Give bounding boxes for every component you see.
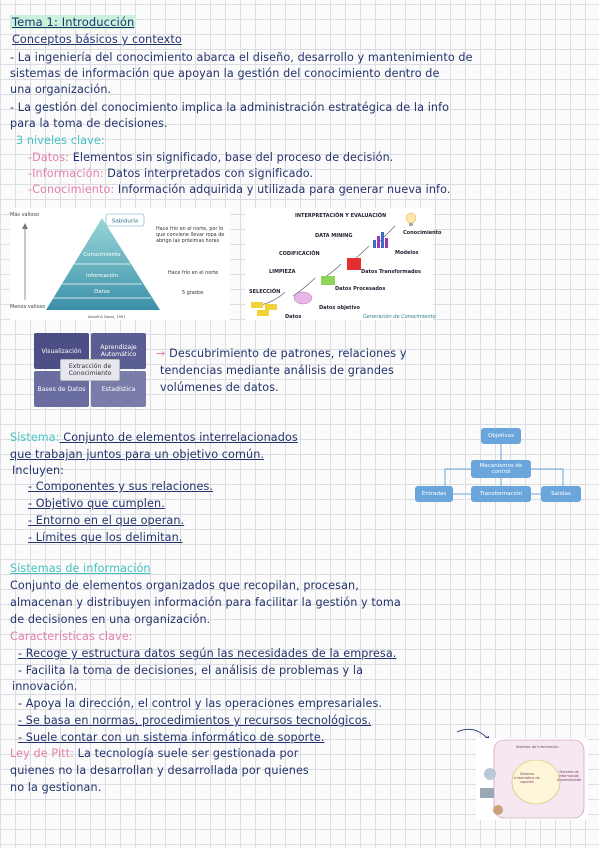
kdd-item-label: Datos Transformados (361, 269, 421, 275)
data-block (251, 302, 263, 308)
mecanismos-box: Mecanismos de control (471, 460, 531, 478)
processed-data-block (321, 276, 335, 285)
title-text: Tema 1: Introducción (12, 15, 135, 29)
ley-pitt-line: quienes no la desarrollan y desarrollada por quienes (10, 764, 309, 777)
incluyen-label: Incluyen: (12, 464, 65, 477)
salidas-box: Salidas (541, 486, 581, 502)
sistema-item: - Objetivo que cumplen. (28, 497, 165, 510)
pyramid-level-label: Datos (94, 289, 110, 295)
nivel-term: -Información: (28, 167, 104, 180)
is-label: Sistema de Información (516, 745, 559, 749)
caracteristica-line: - Recoge y estructura datos según las necesidades de la empresa. (18, 647, 397, 660)
kdd-caption: Generación de Conocimiento (363, 314, 436, 320)
nivel-item (28, 150, 393, 166)
knowledge-extraction-grid (34, 333, 146, 407)
transformed-data-block (347, 258, 361, 270)
page-subtitle: Conceptos básicos y contexto (12, 33, 182, 46)
caracteristica-line: - Se basa en normas, procedimientos y recursos tecnológicos. (18, 714, 372, 727)
nivel-text: Elementos sin significado, base del proceso de decisión. (69, 151, 394, 164)
target-data-cylinder (294, 292, 312, 304)
model-bar (377, 236, 380, 248)
ley-pitt-line: no la gestionan. (10, 781, 102, 794)
model-bar (385, 238, 388, 248)
caracteristica-line: innovación. (12, 680, 78, 693)
kdd-step-label: DATA MINING (315, 233, 353, 239)
system-block-diagram (415, 426, 587, 504)
model-bar (373, 240, 376, 248)
paragraph-line: sistemas de información que apoyan la gestión del conocimiento dentro de (10, 67, 440, 80)
si-def-line: almacenan y distribuyen información para facilitar la gestión y toma (10, 596, 401, 609)
pyramid-note-data: 5 grados (182, 290, 204, 296)
user-icon (484, 768, 496, 780)
sistema-definition (10, 430, 298, 446)
computer-icon (480, 788, 494, 798)
kdd-item-label: Datos Procesados (335, 286, 386, 292)
descubrimiento-line: tendencias mediante análisis de grandes (160, 364, 394, 377)
kdd-item-label: Datos objetivo (319, 305, 360, 311)
dikw-pyramid-figure (10, 208, 230, 320)
sistema-item: - Límites que los delimitan. (28, 531, 183, 544)
grid-cell-aprendizaje: Aprendizaje Automático (91, 333, 146, 369)
ley-pitt-line (10, 746, 298, 762)
sistema-term: Sistema: (10, 431, 60, 444)
descubrimiento-text: Descubrimiento de patrones, relaciones y (169, 347, 407, 360)
kdd-item-label: Conocimiento (403, 230, 442, 236)
niveles-heading: 3 niveles clave: (16, 134, 105, 147)
is-label-automatizado: Sistema de información Automatizado (556, 770, 582, 783)
kdd-svg (245, 208, 442, 320)
sistema-item: - Entorno en el que operan. (28, 514, 185, 527)
objetivos-box: Objetivos (481, 428, 521, 444)
kdd-step-label: INTERPRETACIÓN Y EVALUACIÓN (295, 213, 387, 219)
caracteristica-line: - Facilita la toma de decisiones, el análisis de problemas y la (18, 664, 364, 677)
bottom-value-label: Menos valioso (10, 304, 46, 310)
nivel-text: Datos interpretados con significado. (103, 167, 314, 180)
nivel-item (28, 166, 313, 182)
grid-cell-visualizacion: Visualización (34, 333, 89, 369)
pyramid-note-knowledge: Hace frío en el norte, por lo que conviene llevar ropa de abrigo las próximas horas (156, 226, 225, 245)
pyramid-credit: Ackoff & Davis, 1991 (88, 315, 126, 319)
information-system-diagram (476, 738, 588, 820)
value-axis-arrow (22, 223, 28, 229)
sistema-line2: que trabajan juntos para un objetivo común. (10, 448, 265, 461)
data-block (257, 310, 269, 316)
caracteristica-line: - Apoya la dirección, el control y las operaciones empresariales. (18, 697, 383, 710)
grid-cell-estadistica: Estadística (91, 371, 146, 407)
kdd-process-figure (245, 208, 442, 320)
sistema-line1: Conjunto de elementos interrelacionados (59, 431, 298, 444)
kdd-step-label: LIMPIEZA (269, 269, 296, 275)
pyramid-svg (10, 208, 230, 320)
pyramid-level-label: Sabiduría (111, 218, 139, 225)
caracteristica-line: - Suele contar con un sistema informático de soporte. (18, 731, 325, 744)
paragraph-line: para la toma de decisiones. (10, 117, 168, 130)
person-icon (493, 805, 503, 815)
nivel-term: -Datos: (28, 151, 70, 164)
ley-pitt-term: Ley de Pitt: (10, 747, 74, 760)
kdd-item-label: Datos (285, 314, 302, 320)
entradas-box: Entradas (415, 486, 453, 502)
data-block (265, 304, 277, 310)
knowledge-bulb-icon (406, 213, 416, 223)
top-value-label: Más valioso (10, 212, 40, 218)
si-heading: Sistemas de información (10, 562, 151, 575)
descubrimiento-line: volúmenes de datos. (160, 381, 279, 394)
nivel-term: -Conocimiento: (28, 183, 115, 196)
caracteristicas-heading: Características clave: (10, 630, 133, 643)
is-label-soporte: Sistema Informático de soporte (514, 772, 540, 785)
grid-center-extraccion: Extracción de Conocimiento (60, 359, 120, 381)
grid-cell-bases-datos: Bases de Datos (34, 371, 89, 407)
si-def-line: Conjunto de elementos organizados que recopilan, procesan, (10, 579, 359, 592)
pyramid-note-info: Hace frío en el norte (168, 270, 219, 276)
sistema-item: - Componentes y sus relaciones. (28, 480, 214, 493)
si-def-line: de decisiones en una organización. (10, 613, 211, 626)
pyramid-level-label: Conocimiento (83, 252, 121, 258)
kdd-step-label: SELECCIÓN (249, 289, 281, 295)
paragraph-line: - La ingeniería del conocimiento abarca el diseño, desarrollo y mantenimiento de (10, 51, 473, 64)
ley-pitt-text: La tecnología suele ser gestionada por (74, 747, 299, 760)
transformacion-box: Transformación (471, 486, 531, 502)
bulb-base (409, 223, 413, 226)
kdd-item-label: Modelos (395, 250, 419, 256)
paragraph-line: una organización. (10, 83, 112, 96)
paragraph-line: - La gestión del conocimiento implica la administración estratégica de la info (10, 101, 450, 114)
pyramid-level-label: Información (85, 273, 119, 279)
kdd-step-label: CODIFICACIÓN (279, 251, 320, 257)
page-title (10, 14, 136, 31)
arrow-icon: → (156, 347, 166, 360)
nivel-item (28, 182, 451, 198)
descubrimiento-line (156, 346, 407, 362)
nivel-text: Información adquirida y utilizada para generar nueva info. (114, 183, 451, 196)
model-bar (381, 232, 384, 248)
